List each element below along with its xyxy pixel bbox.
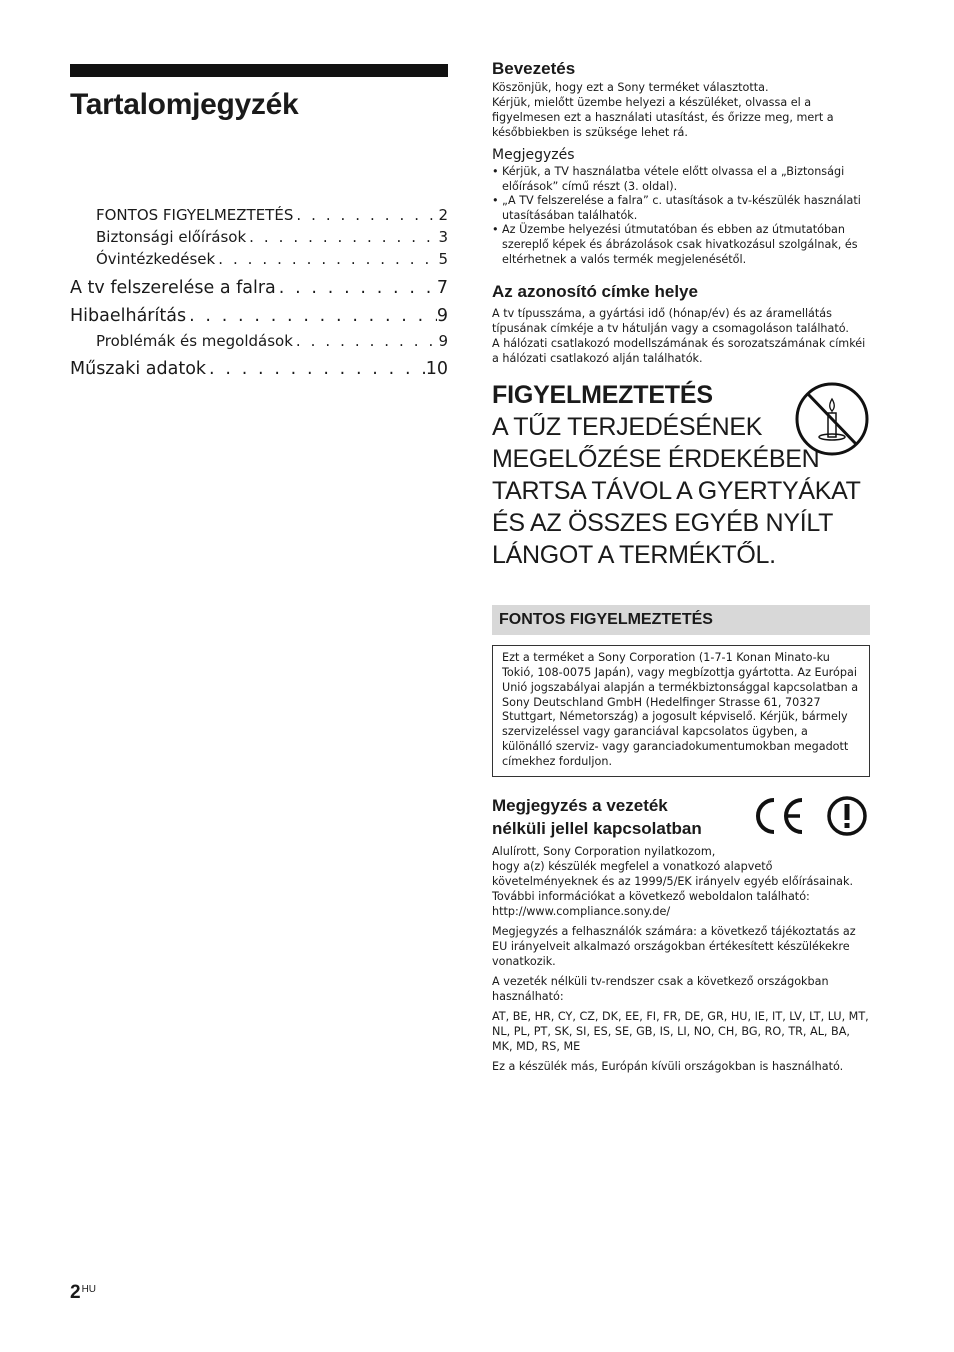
toc-entry-label: A tv felszerelése a falra: [70, 278, 276, 298]
wireless-paragraph: A vezeték nélküli tv-rendszer csak a következő országokban használható:: [492, 974, 829, 1003]
toc-entry[interactable]: [70, 274, 448, 302]
intro-line: Kérjük, mielőtt üzembe helyezi a készüléket, olvassa el a figyelmesen ezt a használati utasítást, és őrizze meg, mert a későbbiekben is szüksége lehet rá.: [492, 96, 834, 139]
page-title: Tartalomjegyzék: [70, 88, 299, 121]
intro-line: Köszönjük, hogy ezt a Sony terméket választotta.: [492, 81, 769, 94]
important-heading: FONTOS FIGYELMEZTETÉS: [492, 605, 870, 635]
warning-text: A TŰZ TERJEDÉSÉNEK MEGELŐZÉSE ÉRDEKÉBEN TARTSA TÁVOL A GYERTYÁKAT ÉS AZ ÖSSZES EGYÉB NYÍLT LÁNGOT A TERMÉKTŐL.: [492, 413, 861, 570]
fire-warning: [492, 379, 870, 571]
label-location-heading: Az azonosító címke helye: [492, 282, 698, 302]
title-rule: [70, 64, 448, 77]
warning-title: FIGYELMEZTETÉS: [492, 381, 713, 410]
compliance-url[interactable]: http://www.compliance.sony.de/: [492, 904, 671, 918]
important-notice-box: Ezt a terméket a Sony Corporation (1-7-1 Konan Minato-ku Tokió, 108-0075 Japán), vagy megbízottja gyártotta. Az Európai Unió jogszabályai alapján a termékbiztonsággal kapcsolatban a Sony Deutschland GmbH (Hedelfinger Strasse 61, 70327 Stuttgart, Németország) a jogosult képviselő. Kérjük, bármely szervizeléssel vagy garanciával kapcsolatos ügyben, a különálló szerviz- vagy garanciadokumentumokban megadott címekhez forduljon.: [492, 645, 870, 776]
intro-section: [492, 58, 870, 267]
toc-entry[interactable]: [70, 248, 448, 270]
note-item: • Kérjük, a TV használatba vétele előtt olvassa el a „Biztonsági előírások” című részt (3. oldal).: [492, 165, 870, 194]
toc-entry-page: 3: [438, 228, 448, 246]
wireless-heading-line: nélküli jellel kapcsolatban: [492, 818, 702, 838]
toc-entry-page: 10: [425, 359, 448, 379]
page-number-value: 2: [70, 1282, 81, 1303]
toc-entry-label: Műszaki adatok: [70, 359, 207, 379]
wireless-paragraph: Ez a készülék más, Európán kívüli országokban is használható.: [492, 1059, 844, 1073]
toc-entry-page: 9: [438, 332, 448, 350]
toc-leader-dots: [293, 204, 438, 226]
label-location-line: A tv típusszáma, a gyártási idő (hónap/év) és az áramellátás típusának címkéje a tv hátulján vagy a csomagoláson található.: [492, 307, 849, 336]
toc-leader-dots: [276, 274, 437, 302]
table-of-contents: [70, 204, 448, 383]
declaration-line: Alulírott, Sony Corporation nyilatkozom,: [492, 844, 716, 858]
country-list: AT, BE, HR, CY, CZ, DK, EE, FI, FR, DE, GR, HU, IE, IT, LV, LT, LU, MT, NL, PL, PT, SK, SI, ES, SE, GB, IS, LI, NO, CH, BG, RO, TR, AL, BA, MK, MD, RS, ME: [492, 1009, 869, 1053]
toc-entry[interactable]: [70, 302, 448, 330]
ce-mark-icon: [758, 800, 802, 832]
declaration-line: hogy a(z) készülék megfelel a vonatkozó alapvető követelményeknek és az 1999/5/EK irányelv egyéb előírásainak. További információkat a következő weboldalon található:: [492, 859, 854, 903]
toc-leader-dots: [215, 248, 438, 270]
toc-entry-label: Óvintézkedések: [96, 250, 216, 268]
toc-leader-dots: [293, 330, 439, 352]
page-number: [70, 1282, 96, 1304]
intro-heading: Bevezetés: [492, 59, 576, 78]
toc-entry[interactable]: [70, 226, 448, 248]
toc-leader-dots: [246, 226, 438, 248]
toc-leader-dots: [186, 302, 437, 330]
toc-entry-page: 5: [438, 250, 448, 268]
no-candle-icon: [794, 381, 870, 457]
toc-entry[interactable]: [70, 204, 448, 226]
toc-entry-label: Hibaelhárítás: [70, 306, 187, 326]
note-item: • Az Üzembe helyezési útmutatóban és ebben az útmutatóban szereplő képek és ábrázolások csak hivatkozásul szolgálnak, és eltérhetnek a valós termék megjelenésétől.: [492, 223, 870, 267]
label-location-section: [492, 281, 870, 366]
toc-entry-label: Problémák és megoldások: [96, 332, 293, 350]
toc-entry[interactable]: [70, 355, 448, 383]
compliance-marks: [747, 794, 872, 838]
toc-entry-page: 9: [436, 306, 448, 326]
wireless-section: [492, 794, 870, 1074]
toc-header: [70, 64, 448, 124]
page-language-code: HU: [81, 1284, 97, 1295]
toc-leader-dots: [206, 355, 426, 383]
toc-entry-label: Biztonsági előírások: [96, 228, 247, 246]
note-item: • „A TV felszerelése a falra” c. utasítások a tv-készülék használati utasításában találhatók.: [492, 194, 870, 223]
toc-entry-page: 7: [436, 278, 448, 298]
notes-list: [492, 165, 870, 267]
toc-entry-page: 2: [438, 206, 448, 224]
right-column: [492, 58, 870, 1074]
wireless-paragraph: Megjegyzés a felhasználók számára: a következő tájékoztatás az EU irányelveit alkalmazó országokban értékesített készülékekre vonatkozik.: [492, 924, 856, 968]
alert-circle-icon: [829, 798, 865, 834]
toc-entry-label: FONTOS FIGYELMEZTETÉS: [96, 206, 294, 224]
note-heading: Megjegyzés: [492, 147, 575, 163]
wireless-heading-line: Megjegyzés a vezeték: [492, 795, 668, 815]
label-location-line: A hálózati csatlakozó modellszámának és sorozatszámának címkéi a hálózati csatlakozó alján találhatók.: [492, 337, 866, 366]
toc-entry[interactable]: [70, 330, 448, 352]
